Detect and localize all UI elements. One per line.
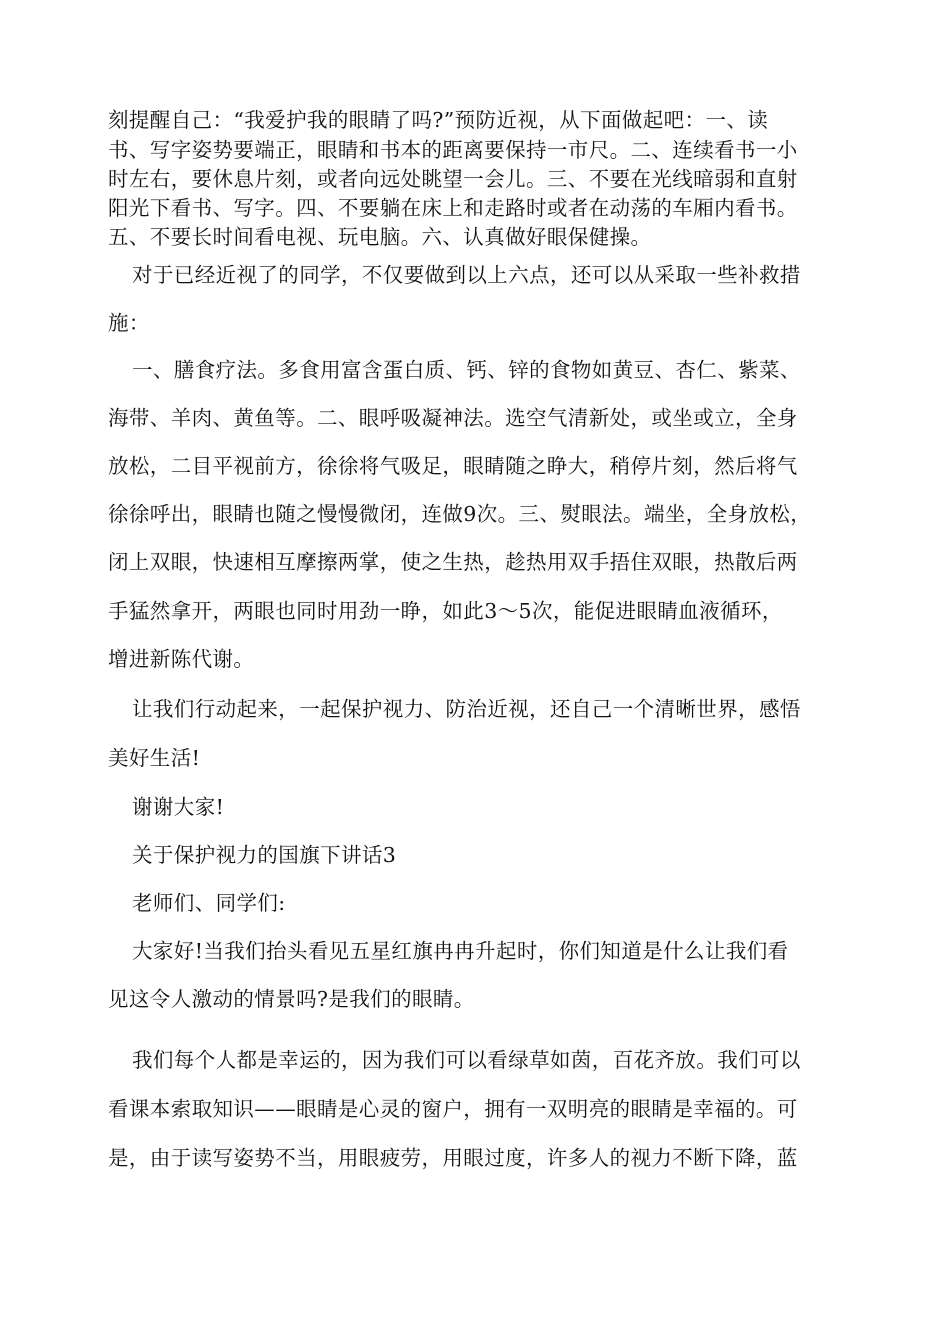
paragraph-line: 让我们行动起来，一起保护视力、防治近视，还自己一个清晰世界，感悟 — [132, 697, 801, 721]
paragraph-line: 增进新陈代谢。 — [108, 647, 255, 671]
paragraph-line: 施： — [108, 311, 150, 335]
paragraph-line: 看课本索取知识——眼睛是心灵的窗户，拥有一双明亮的眼睛是幸福的。可 — [108, 1097, 798, 1121]
text-line: 刻提醒自己：“我爱护我的眼睛了吗?”预防近视，从下面做起吧：一、读 — [108, 108, 769, 132]
paragraph-line: 大家好!当我们抬头看见五星红旗冉冉升起时，你们知道是什么让我们看 — [132, 939, 789, 963]
paragraph-line: 手猛然拿开，两眼也同时用劲一睁，如此3～5次，能促进眼睛血液循环， — [108, 599, 783, 623]
paragraph-line: 一、膳食疗法。多食用富含蛋白质、钙、锌的食物如黄豆、杏仁、紫菜、 — [132, 358, 801, 382]
greeting-line: 老师们、同学们: — [132, 891, 286, 915]
speech-title: 关于保护视力的国旗下讲话3 — [132, 843, 397, 867]
paragraph-line: 放松，二目平视前方，徐徐将气吸足，眼睛随之睁大，稍停片刻，然后将气 — [108, 454, 798, 478]
paragraph-line: 对于已经近视了的同学，不仅要做到以上六点，还可以从采取一些补救措 — [132, 263, 801, 287]
paragraph-line: 海带、羊肉、黄鱼等。二、眼呼吸凝神法。选空气清新处，或坐或立，全身 — [108, 406, 798, 430]
text-line: 阳光下看书、写字。四、不要躺在床上和走路时或者在动荡的车厢内看书。 — [108, 196, 798, 220]
text-line: 五、不要长时间看电视、玩电脑。六、认真做好眼保健操。 — [108, 225, 652, 249]
paragraph-line: 美好生活! — [108, 746, 201, 770]
text-line: 时左右，要休息片刻，或者向远处眺望一会儿。三、不要在光线暗弱和直射 — [108, 167, 798, 191]
paragraph-line: 闭上双眼，快速相互摩擦两掌，使之生热，趁热用双手捂住双眼，热散后两 — [108, 550, 798, 574]
paragraph-line: 徐徐呼出，眼睛也随之慢慢微闭，连做9次。三、熨眼法。端坐，全身放松， — [108, 502, 812, 526]
paragraph-line: 我们每个人都是幸运的，因为我们可以看绿草如茵，百花齐放。我们可以 — [132, 1048, 801, 1072]
closing-line: 谢谢大家! — [132, 795, 225, 819]
paragraph-line: 见这令人激动的情景吗?是我们的眼睛。 — [108, 987, 475, 1011]
text-line: 书、写字姿势要端正，眼睛和书本的距离要保持一市尺。二、连续看书一小 — [108, 138, 798, 162]
paragraph-line: 是，由于读写姿势不当，用眼疲劳，用眼过度，许多人的视力不断下降，蓝 — [108, 1146, 798, 1170]
